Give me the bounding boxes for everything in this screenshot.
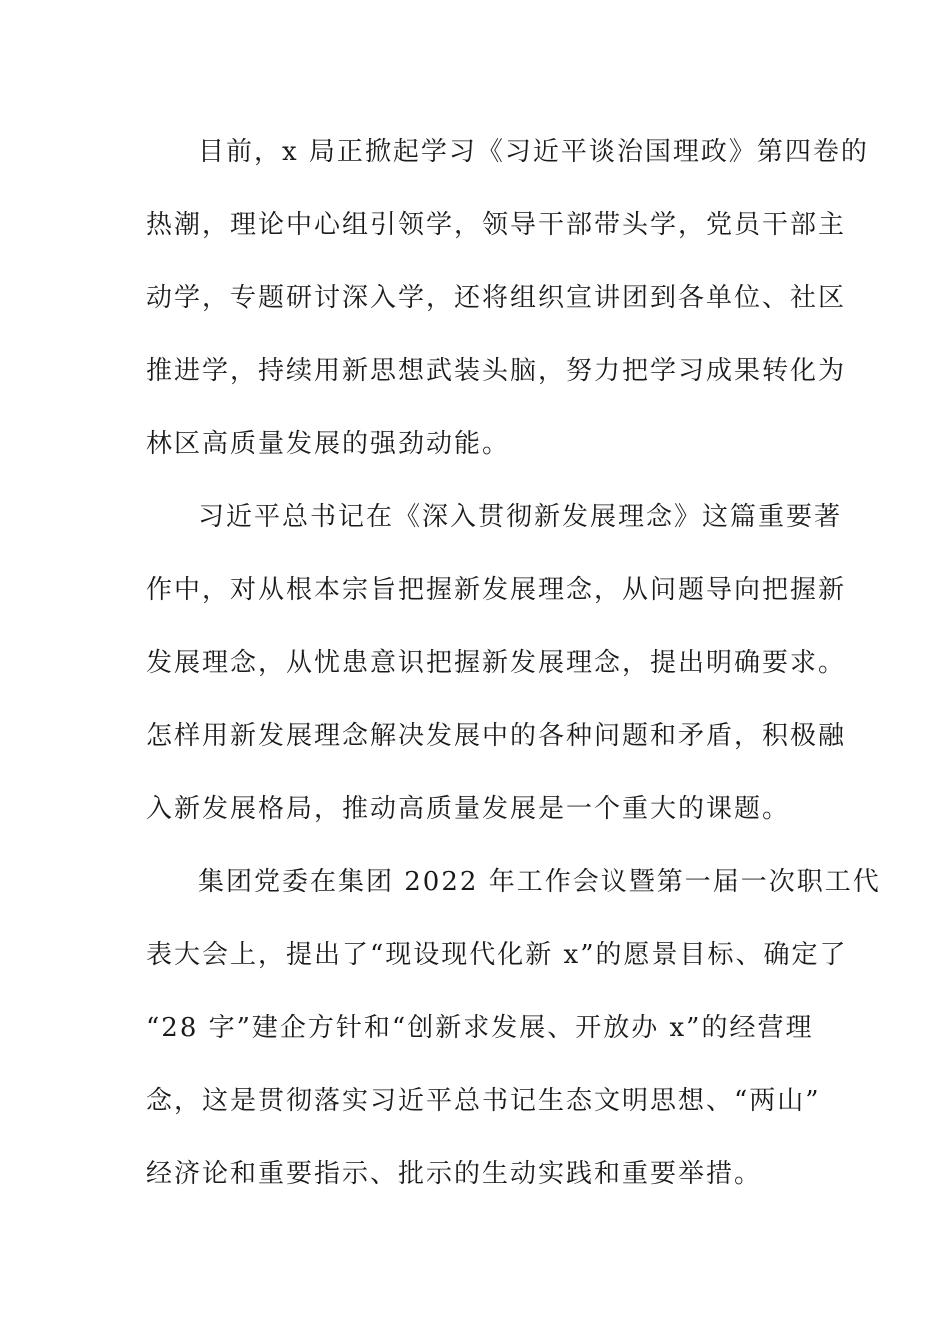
text-line: 习近平总书记在《深入贯彻新发展理念》这篇重要著	[198, 502, 843, 532]
text-line: 念，这是贯彻落实习近平总书记生态文明思想、“两山”	[146, 1086, 821, 1116]
text-line: 入新发展格局，推动高质量发展是一个重大的课题。	[146, 794, 791, 824]
text-line: 发展理念，从忧患意识把握新发展理念，提出明确要求。	[146, 648, 847, 678]
text-line: 动学，专题研讨深入学，还将组织宣讲团到各单位、社区	[146, 283, 847, 313]
text-line: 表大会上，提出了“现设现代化新 x”的愿景目标、确定了	[146, 940, 848, 970]
text-line: 推进学，持续用新思想武装头脑，努力把学习成果转化为	[146, 356, 847, 386]
text-line: 目前，x 局正掀起学习《习近平谈治国理政》第四卷的	[198, 137, 869, 167]
text-line: 林区高质量发展的强劲动能。	[146, 429, 511, 459]
text-line: 经济论和重要指示、批示的生动实践和重要举措。	[146, 1159, 763, 1189]
text-line: 怎样用新发展理念解决发展中的各种问题和矛盾，积极融	[146, 721, 847, 751]
text-line: 集团党委在集团 2022 年工作会议暨第一届一次职工代	[198, 867, 881, 897]
text-line: “28 字”建企方针和“创新求发展、开放办 x”的经营理	[146, 1013, 814, 1043]
text-line: 作中，对从根本宗旨把握新发展理念，从问题导向把握新	[146, 575, 847, 605]
text-line: 热潮，理论中心组引领学，领导干部带头学，党员干部主	[146, 210, 847, 240]
